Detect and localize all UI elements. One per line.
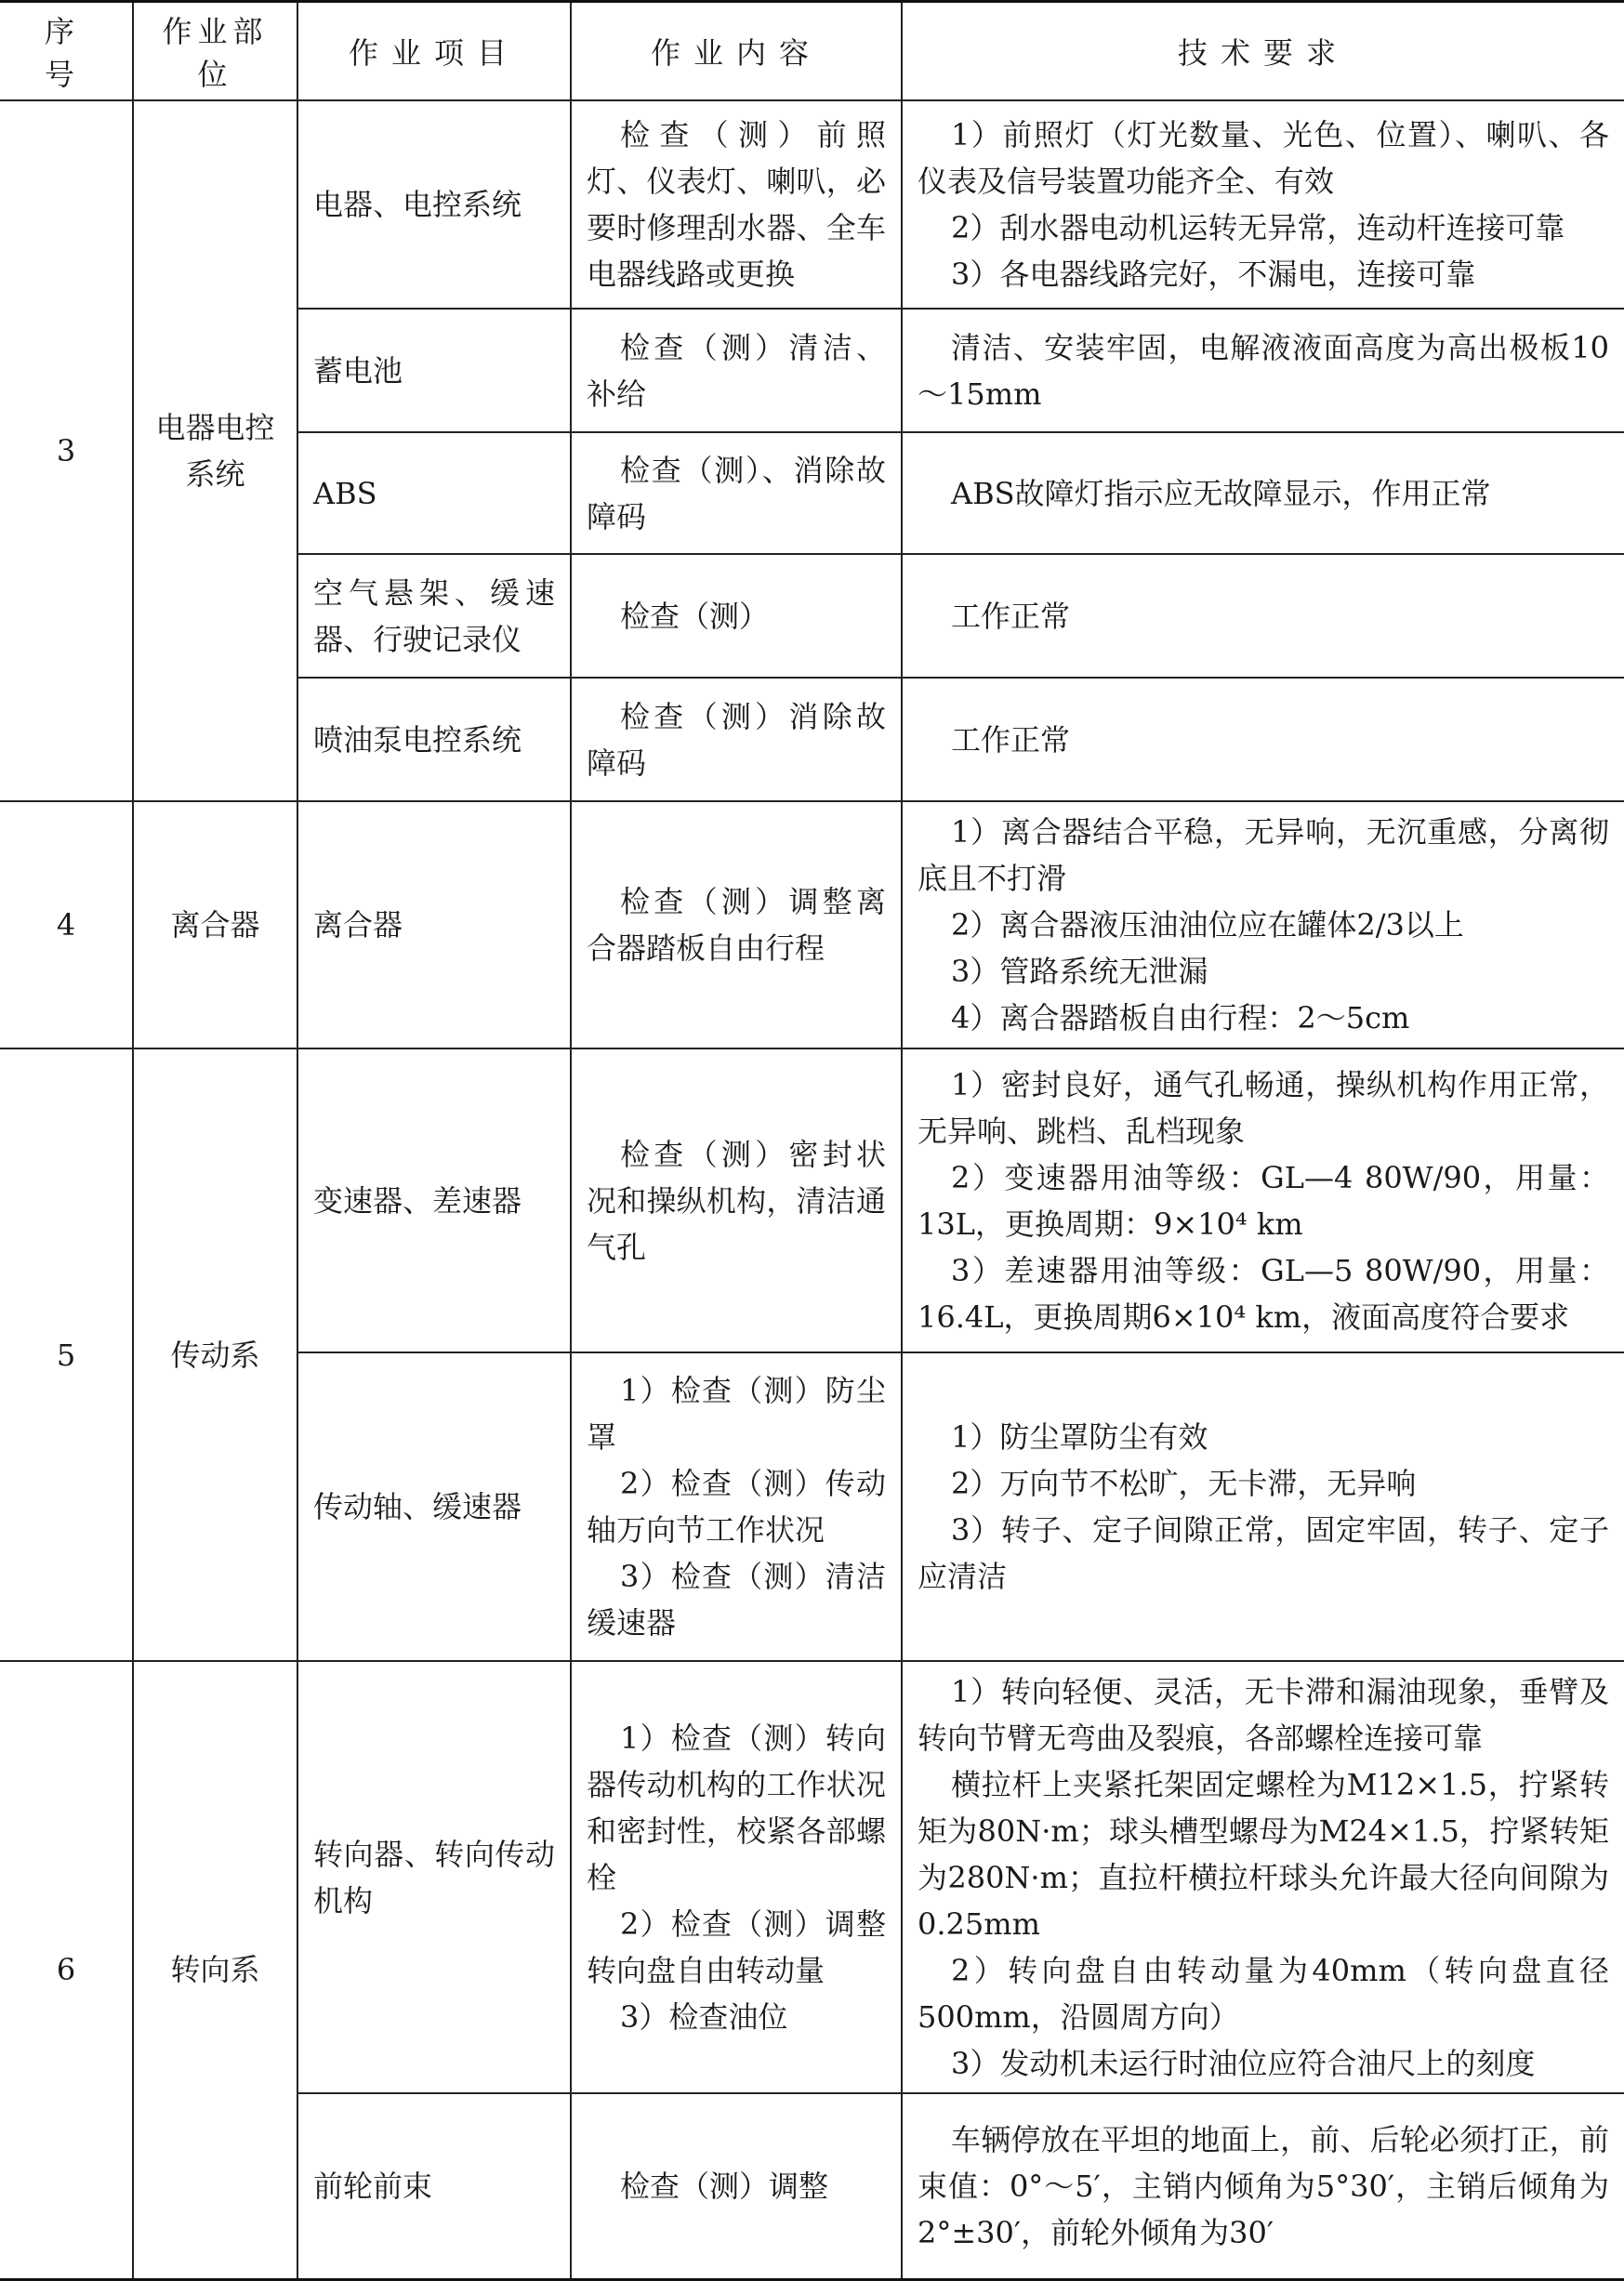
work-item: 转向器、转向传动机构 [297, 1661, 571, 2093]
header-part: 作业部位 [133, 2, 297, 101]
tech-requirement [902, 678, 1624, 801]
requirement-line: 2）刮水器电动机运转无异常，连动杆连接可靠 [951, 210, 1565, 245]
work-item: ABS [297, 432, 571, 554]
content-line: 1）检查（测）防尘罩 [587, 1373, 886, 1455]
content-line: 检查（测）调整离合器踏板自由行程 [587, 884, 886, 966]
requirement-line: 4）离合器踏板自由行程：2～5cm [951, 1000, 1410, 1035]
row-number: 3 [0, 100, 133, 801]
work-content [571, 554, 902, 678]
content-line: 2）检查（测）调整转向盘自由转动量 [587, 1905, 886, 1988]
requirement-line: 车辆停放在平坦的地面上，前、后轮必须打正，前束值：0°～5′，主销内倾角为5°30′，主销后倾角为2°±30′，前轮外倾角为30′ [918, 2121, 1609, 2250]
tech-requirement [902, 309, 1624, 432]
tech-requirement [902, 2093, 1624, 2279]
tech-requirement [902, 100, 1624, 309]
work-item: 喷油泵电控系统 [297, 678, 571, 801]
requirement-line: 横拉杆上夹紧托架固定螺栓为M12×1.5，拧紧转矩为80N·m；球头槽型螺母为M24×1.5，拧紧转矩为280N·m；直拉杆横拉杆球头允许最大径向间隙为0.25mm [918, 1766, 1609, 1942]
content-line: 检查（测） [620, 598, 770, 634]
content-line: 2）检查（测）传动轴万向节工作状况 [587, 1466, 886, 1548]
row-number: 4 [0, 801, 133, 1048]
work-item: 传动轴、缓速器 [297, 1352, 571, 1661]
table-header-row [0, 2, 1624, 101]
header-content: 作业内容 [571, 2, 902, 101]
header-no: 序 号 [0, 2, 133, 101]
tech-requirement [902, 801, 1624, 1048]
tech-requirement [902, 1048, 1624, 1352]
requirement-line: 工作正常 [951, 598, 1071, 634]
content-line: 3）检查（测）清洁缓速器 [587, 1559, 886, 1641]
row-number: 5 [0, 1048, 133, 1661]
work-part: 电器电控系统 [133, 100, 297, 801]
work-content [571, 1352, 902, 1661]
tech-requirement [902, 1352, 1624, 1661]
requirement-line: 3）转子、定子间隙正常，固定牢固，转子、定子应清洁 [918, 1512, 1609, 1594]
work-content [571, 1661, 902, 2093]
work-item: 蓄电池 [297, 309, 571, 432]
work-content [571, 2093, 902, 2279]
work-item: 电器、电控系统 [297, 100, 571, 309]
content-line: 检查（测）、消除故障码 [587, 452, 886, 534]
work-content [571, 678, 902, 801]
content-line: 1）检查（测）转向器传动机构的工作状况和密封性，校紧各部螺栓 [587, 1720, 886, 1895]
requirement-line: 工作正常 [951, 721, 1071, 758]
requirement-line: 清洁、安装牢固，电解液液面高度为高出极板10～15mm [918, 329, 1609, 412]
work-content [571, 801, 902, 1048]
table-row [0, 1661, 1624, 2093]
work-content [571, 432, 902, 554]
requirement-line: ABS故障灯指示应无故障显示，作用正常 [951, 475, 1491, 511]
content-line: 检查（测）调整 [620, 2168, 829, 2204]
requirement-line: 1）密封良好，通气孔畅通，操纵机构作用正常，无异响、跳档、乱档现象 [918, 1066, 1609, 1149]
content-line: 检查（测）清洁、补给 [587, 329, 886, 412]
content-line: 检查（测）密封状况和操纵机构，清洁通气孔 [587, 1136, 886, 1265]
work-content [571, 309, 902, 432]
row-number: 6 [0, 1661, 133, 2279]
work-item: 变速器、差速器 [297, 1048, 571, 1352]
table-row [0, 100, 1624, 309]
table-row [0, 801, 1624, 1048]
work-item: 空气悬架、缓速器、行驶记录仪 [297, 554, 571, 678]
content-line: 检查（测）消除故障码 [587, 698, 886, 781]
content-line: 检查（测）前照灯、仪表灯、喇叭，必要时修理刮水器、全车电器线路或更换 [587, 117, 886, 292]
work-part: 转向系 [133, 1661, 297, 2279]
work-content [571, 100, 902, 309]
table-row [0, 1048, 1624, 1352]
requirement-line: 1）离合器结合平稳，无异响，无沉重感，分离彻底且不打滑 [918, 814, 1609, 896]
content-line: 3）检查油位 [620, 1998, 788, 2035]
requirement-line: 3）差速器用油等级：GL—5 80W/90，用量：16.4L，更换周期6×10⁴ km，液面高度符合要求 [918, 1252, 1609, 1335]
requirement-line: 2）变速器用油等级：GL—4 80W/90，用量：13L，更换周期：9×10⁴ km [918, 1159, 1609, 1242]
requirement-line: 2）离合器液压油油位应在罐体2/3以上 [951, 907, 1464, 943]
requirement-line: 3）发动机未运行时油位应符合油尺上的刻度 [951, 2045, 1536, 2081]
requirement-line: 2）转向盘自由转动量为40mm（转向盘直径500mm，沿圆周方向） [918, 1952, 1609, 2035]
work-item: 离合器 [297, 801, 571, 1048]
requirement-line: 3）管路系统无泄漏 [951, 954, 1208, 989]
header-requirement: 技术要求 [902, 2, 1624, 101]
work-content [571, 1048, 902, 1352]
work-part: 离合器 [133, 801, 297, 1048]
tech-requirement [902, 554, 1624, 678]
tech-requirement [902, 1661, 1624, 2093]
work-part: 传动系 [133, 1048, 297, 1661]
work-item: 前轮前束 [297, 2093, 571, 2279]
requirement-line: 1）转向轻便、灵活，无卡滞和漏油现象，垂臂及转向节臂无弯曲及裂痕，各部螺栓连接可靠 [918, 1673, 1609, 1756]
requirement-line: 2）万向节不松旷，无卡滞，无异响 [951, 1466, 1417, 1501]
requirement-line: 3）各电器线路完好，不漏电，连接可靠 [951, 257, 1476, 292]
requirement-line: 1）前照灯（灯光数量、光色、位置）、喇叭、各仪表及信号装置功能齐全、有效 [918, 117, 1609, 199]
tech-requirement [902, 432, 1624, 554]
header-item: 作业项目 [297, 2, 571, 101]
requirement-line: 1）防尘罩防尘有效 [951, 1419, 1208, 1455]
